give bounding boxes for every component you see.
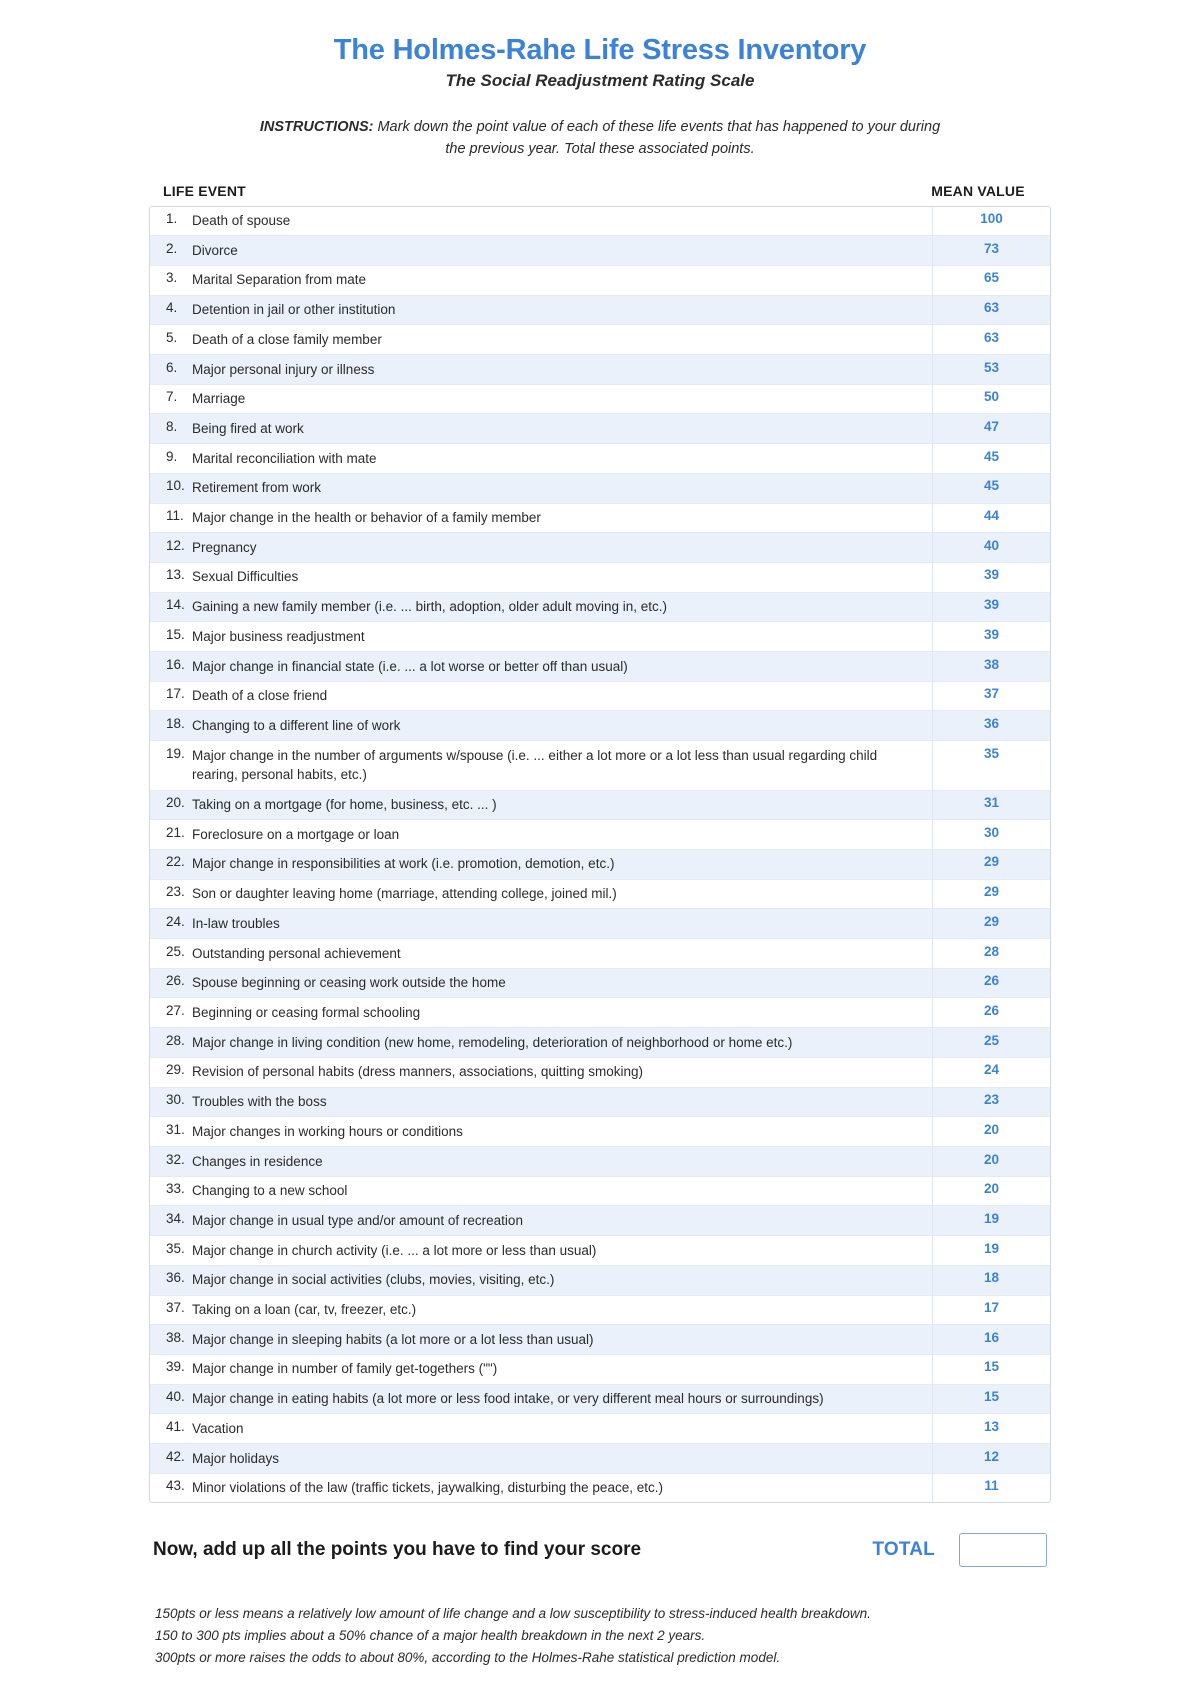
- row-life-event: Major change in social activities (clubs, movies, visiting, etc.): [192, 1272, 555, 1288]
- row-life-event: Changing to a new school: [192, 1183, 348, 1199]
- row-mean-value: 12: [932, 1444, 1050, 1473]
- page-subtitle: The Social Readjustment Rating Scale: [445, 71, 755, 90]
- row-mean-value: 50: [932, 385, 1050, 414]
- row-mean-value: 53: [932, 355, 1050, 384]
- table-row: [150, 355, 1050, 385]
- note-line: 150pts or less means a relatively low amount of life change and a low susceptibility to stress-induced health breakdown.: [155, 1606, 871, 1622]
- table-row: [150, 1028, 1050, 1058]
- table-row: [150, 504, 1050, 534]
- row-life-event: Major change in usual type and/or amount of recreation: [192, 1212, 523, 1228]
- column-header-mean-value: MEAN VALUE: [931, 182, 1025, 199]
- row-number: 2.: [166, 240, 178, 256]
- row-life-event: Death of a close family member: [192, 331, 382, 347]
- instructions: [250, 117, 950, 161]
- row-mean-value: 45: [932, 474, 1050, 503]
- row-life-event: Major change in financial state (i.e. ... a lot worse or better off than usual): [192, 658, 628, 674]
- row-mean-value: 63: [932, 296, 1050, 325]
- row-life-event: Major personal injury or illness: [192, 361, 375, 377]
- row-number: 8.: [166, 418, 178, 434]
- row-mean-value: 16: [932, 1325, 1050, 1354]
- row-number: 6.: [166, 359, 178, 375]
- row-mean-value: 36: [932, 711, 1050, 740]
- row-number: 9.: [166, 448, 178, 464]
- row-mean-value: 20: [932, 1177, 1050, 1206]
- table-row: [150, 880, 1050, 910]
- table-row: [150, 266, 1050, 296]
- row-mean-value: 19: [932, 1206, 1050, 1235]
- table-row: [150, 1117, 1050, 1147]
- row-life-event: Taking on a mortgage (for home, business, etc. ... ): [192, 797, 497, 813]
- page-title: The Holmes-Rahe Life Stress Inventory: [333, 34, 867, 66]
- row-life-event: Major change in responsibilities at work (i.e. promotion, demotion, etc.): [192, 856, 615, 872]
- row-number: 38.: [166, 1329, 185, 1345]
- row-mean-value: 19: [932, 1236, 1050, 1265]
- row-number: 3.: [166, 270, 178, 286]
- row-mean-value: 30: [932, 820, 1050, 849]
- table-row: [150, 682, 1050, 712]
- row-number: 40.: [166, 1389, 185, 1405]
- row-number: 14.: [166, 597, 185, 613]
- table-row: [150, 1474, 1050, 1503]
- row-mean-value: 28: [932, 939, 1050, 968]
- table-column-headers: [149, 183, 1051, 206]
- table-row: [150, 1444, 1050, 1474]
- table-row: [150, 969, 1050, 999]
- total-input[interactable]: [959, 1533, 1047, 1567]
- table-row: [150, 1236, 1050, 1266]
- table-row: [150, 1414, 1050, 1444]
- row-life-event: Pregnancy: [192, 539, 257, 555]
- row-life-event: Spouse beginning or ceasing work outside the home: [192, 975, 506, 991]
- table-row: [150, 850, 1050, 880]
- table-row: [150, 622, 1050, 652]
- row-number: 28.: [166, 1032, 185, 1048]
- row-mean-value: 44: [932, 504, 1050, 533]
- row-number: 17.: [166, 686, 185, 702]
- row-mean-value: 29: [932, 880, 1050, 909]
- row-number: 10.: [166, 478, 185, 494]
- table-row: [150, 207, 1050, 237]
- row-mean-value: 11: [932, 1474, 1050, 1503]
- row-number: 4.: [166, 300, 178, 316]
- table-row: [150, 791, 1050, 821]
- table-row: [150, 1266, 1050, 1296]
- table-row: [150, 325, 1050, 355]
- row-mean-value: 65: [932, 266, 1050, 295]
- row-number: 12.: [166, 537, 185, 553]
- table-row: [150, 1147, 1050, 1177]
- row-number: 41.: [166, 1418, 185, 1434]
- row-number: 39.: [166, 1359, 185, 1375]
- row-number: 19.: [166, 745, 185, 761]
- table-row: [150, 909, 1050, 939]
- row-number: 27.: [166, 1002, 185, 1018]
- row-number: 18.: [166, 715, 185, 731]
- row-number: 15.: [166, 626, 185, 642]
- row-mean-value: 29: [932, 850, 1050, 879]
- note-line: 150 to 300 pts implies about a 50% chance of a major health breakdown in the next 2 years.: [155, 1628, 706, 1644]
- row-mean-value: 20: [932, 1147, 1050, 1176]
- table-row: [150, 474, 1050, 504]
- row-life-event: Marital reconciliation with mate: [192, 450, 377, 466]
- row-number: 29.: [166, 1062, 185, 1078]
- column-header-life-event: LIFE EVENT: [163, 182, 246, 199]
- row-mean-value: 15: [932, 1355, 1050, 1384]
- row-life-event: Major change in sleeping habits (a lot more or a lot less than usual): [192, 1331, 594, 1347]
- row-number: 33.: [166, 1181, 185, 1197]
- row-life-event: Son or daughter leaving home (marriage, attending college, joined mil.): [192, 886, 617, 902]
- inventory-table: [149, 206, 1051, 1504]
- row-number: 20.: [166, 795, 185, 811]
- row-mean-value: 35: [932, 741, 1050, 789]
- row-number: 35.: [166, 1240, 185, 1256]
- table-row: [150, 414, 1050, 444]
- row-mean-value: 38: [932, 652, 1050, 681]
- row-life-event: In-law troubles: [192, 915, 280, 931]
- score-footer: [149, 1533, 1051, 1567]
- table-row: [150, 1355, 1050, 1385]
- row-life-event: Major business readjustment: [192, 628, 365, 644]
- row-life-event: Divorce: [192, 242, 238, 258]
- table-row: [150, 236, 1050, 266]
- row-life-event: Major holidays: [192, 1450, 280, 1466]
- table-row: [150, 652, 1050, 682]
- row-life-event: Major change in eating habits (a lot more or less food intake, or very different meal hours or surroundings): [192, 1391, 824, 1407]
- table-row: [150, 385, 1050, 415]
- table-row: [150, 711, 1050, 741]
- row-mean-value: 18: [932, 1266, 1050, 1295]
- row-life-event: Troubles with the boss: [192, 1094, 327, 1110]
- total-label: TOTAL: [872, 1539, 935, 1561]
- row-life-event: Detention in jail or other institution: [192, 302, 396, 318]
- instructions-text: Mark down the point value of each of these life events that has happened to your during the previous year. Total these associated points.: [373, 119, 941, 157]
- row-number: 31.: [166, 1121, 185, 1137]
- row-mean-value: 20: [932, 1117, 1050, 1146]
- row-life-event: Outstanding personal achievement: [192, 945, 401, 961]
- table-row: [150, 939, 1050, 969]
- row-life-event: Being fired at work: [192, 420, 304, 436]
- row-mean-value: 63: [932, 325, 1050, 354]
- row-mean-value: 45: [932, 444, 1050, 473]
- row-mean-value: 37: [932, 682, 1050, 711]
- row-number: 25.: [166, 943, 185, 959]
- row-life-event: Gaining a new family member (i.e. ... birth, adoption, older adult moving in, etc.): [192, 599, 667, 615]
- row-life-event: Major change in living condition (new home, remodeling, deterioration of neighborhood or home etc.): [192, 1034, 793, 1050]
- row-mean-value: 47: [932, 414, 1050, 443]
- row-life-event: Changing to a different line of work: [192, 717, 401, 733]
- row-number: 34.: [166, 1210, 185, 1226]
- row-life-event: Taking on a loan (car, tv, freezer, etc.): [192, 1302, 417, 1318]
- table-row: [150, 1385, 1050, 1415]
- row-number: 36.: [166, 1270, 185, 1286]
- row-life-event: Death of spouse: [192, 213, 291, 228]
- row-life-event: Beginning or ceasing formal schooling: [192, 1004, 421, 1020]
- row-number: 26.: [166, 973, 185, 989]
- table-row: [150, 563, 1050, 593]
- row-mean-value: 26: [932, 998, 1050, 1027]
- row-number: 7.: [166, 389, 178, 405]
- row-mean-value: 17: [932, 1296, 1050, 1325]
- row-mean-value: 29: [932, 909, 1050, 938]
- row-mean-value: 73: [932, 236, 1050, 265]
- row-number: 21.: [166, 824, 185, 840]
- row-life-event: Major change in church activity (i.e. ... a lot more or less than usual): [192, 1242, 597, 1258]
- table-row: [150, 741, 1050, 790]
- instructions-label: INSTRUCTIONS:: [259, 119, 374, 135]
- row-mean-value: 23: [932, 1088, 1050, 1117]
- table-row: [150, 1296, 1050, 1326]
- row-number: 32.: [166, 1151, 185, 1167]
- row-life-event: Retirement from work: [192, 480, 322, 496]
- row-number: 13.: [166, 567, 185, 583]
- row-mean-value: 26: [932, 969, 1050, 998]
- row-mean-value: 100: [932, 207, 1050, 236]
- row-number: 23.: [166, 884, 185, 900]
- score-prompt: Now, add up all the points you have to find your score: [153, 1539, 642, 1561]
- inventory-table-wrapper: [149, 183, 1051, 1504]
- row-life-event: Changes in residence: [192, 1153, 323, 1169]
- table-row: [150, 296, 1050, 326]
- table-row: [150, 1177, 1050, 1207]
- row-life-event: Major change in number of family get-togethers (""): [192, 1361, 498, 1377]
- row-number: 37.: [166, 1300, 185, 1316]
- row-number: 43.: [166, 1478, 185, 1494]
- row-life-event: Death of a close friend: [192, 688, 328, 704]
- table-row: [150, 820, 1050, 850]
- table-row: [150, 1325, 1050, 1355]
- row-number: 22.: [166, 854, 185, 870]
- table-row: [150, 1088, 1050, 1118]
- score-interpretation-notes: [149, 1603, 1051, 1699]
- row-life-event: Marriage: [192, 391, 246, 407]
- row-mean-value: 24: [932, 1058, 1050, 1087]
- table-row: [150, 998, 1050, 1028]
- row-number: 42.: [166, 1448, 185, 1464]
- row-life-event: Vacation: [192, 1420, 244, 1436]
- row-life-event: Marital Separation from mate: [192, 272, 367, 288]
- row-number: 1.: [166, 211, 178, 226]
- row-mean-value: 13: [932, 1414, 1050, 1443]
- row-mean-value: 31: [932, 791, 1050, 820]
- row-number: 24.: [166, 913, 185, 929]
- row-mean-value: 39: [932, 593, 1050, 622]
- row-life-event: Revision of personal habits (dress manners, associations, quitting smoking): [192, 1064, 643, 1080]
- row-life-event: Major changes in working hours or conditions: [192, 1123, 463, 1139]
- row-number: 11.: [166, 508, 184, 524]
- row-life-event: Major change in the health or behavior of a family member: [192, 510, 541, 526]
- table-row: [150, 1058, 1050, 1088]
- table-row: [150, 533, 1050, 563]
- row-mean-value: 39: [932, 622, 1050, 651]
- row-life-event: Foreclosure on a mortgage or loan: [192, 826, 400, 842]
- table-row: [150, 593, 1050, 623]
- table-row: [150, 1206, 1050, 1236]
- row-number: 30.: [166, 1092, 185, 1108]
- row-number: 16.: [166, 656, 185, 672]
- row-mean-value: 15: [932, 1385, 1050, 1414]
- row-life-event: Sexual Difficulties: [192, 569, 299, 585]
- row-life-event: Minor violations of the law (traffic tickets, jaywalking, disturbing the peace, etc.): [192, 1480, 663, 1496]
- row-number: 5.: [166, 329, 178, 345]
- row-mean-value: 40: [932, 533, 1050, 562]
- note-line: 300pts or more raises the odds to about 80%, according to the Holmes-Rahe statistical prediction model.: [155, 1650, 781, 1666]
- row-life-event: Major change in the number of arguments w/spouse (i.e. ... either a lot more or a lot less than usual regarding child rearing, personal habits, etc.): [192, 747, 878, 783]
- row-mean-value: 25: [932, 1028, 1050, 1057]
- table-row: [150, 444, 1050, 474]
- row-mean-value: 39: [932, 563, 1050, 592]
